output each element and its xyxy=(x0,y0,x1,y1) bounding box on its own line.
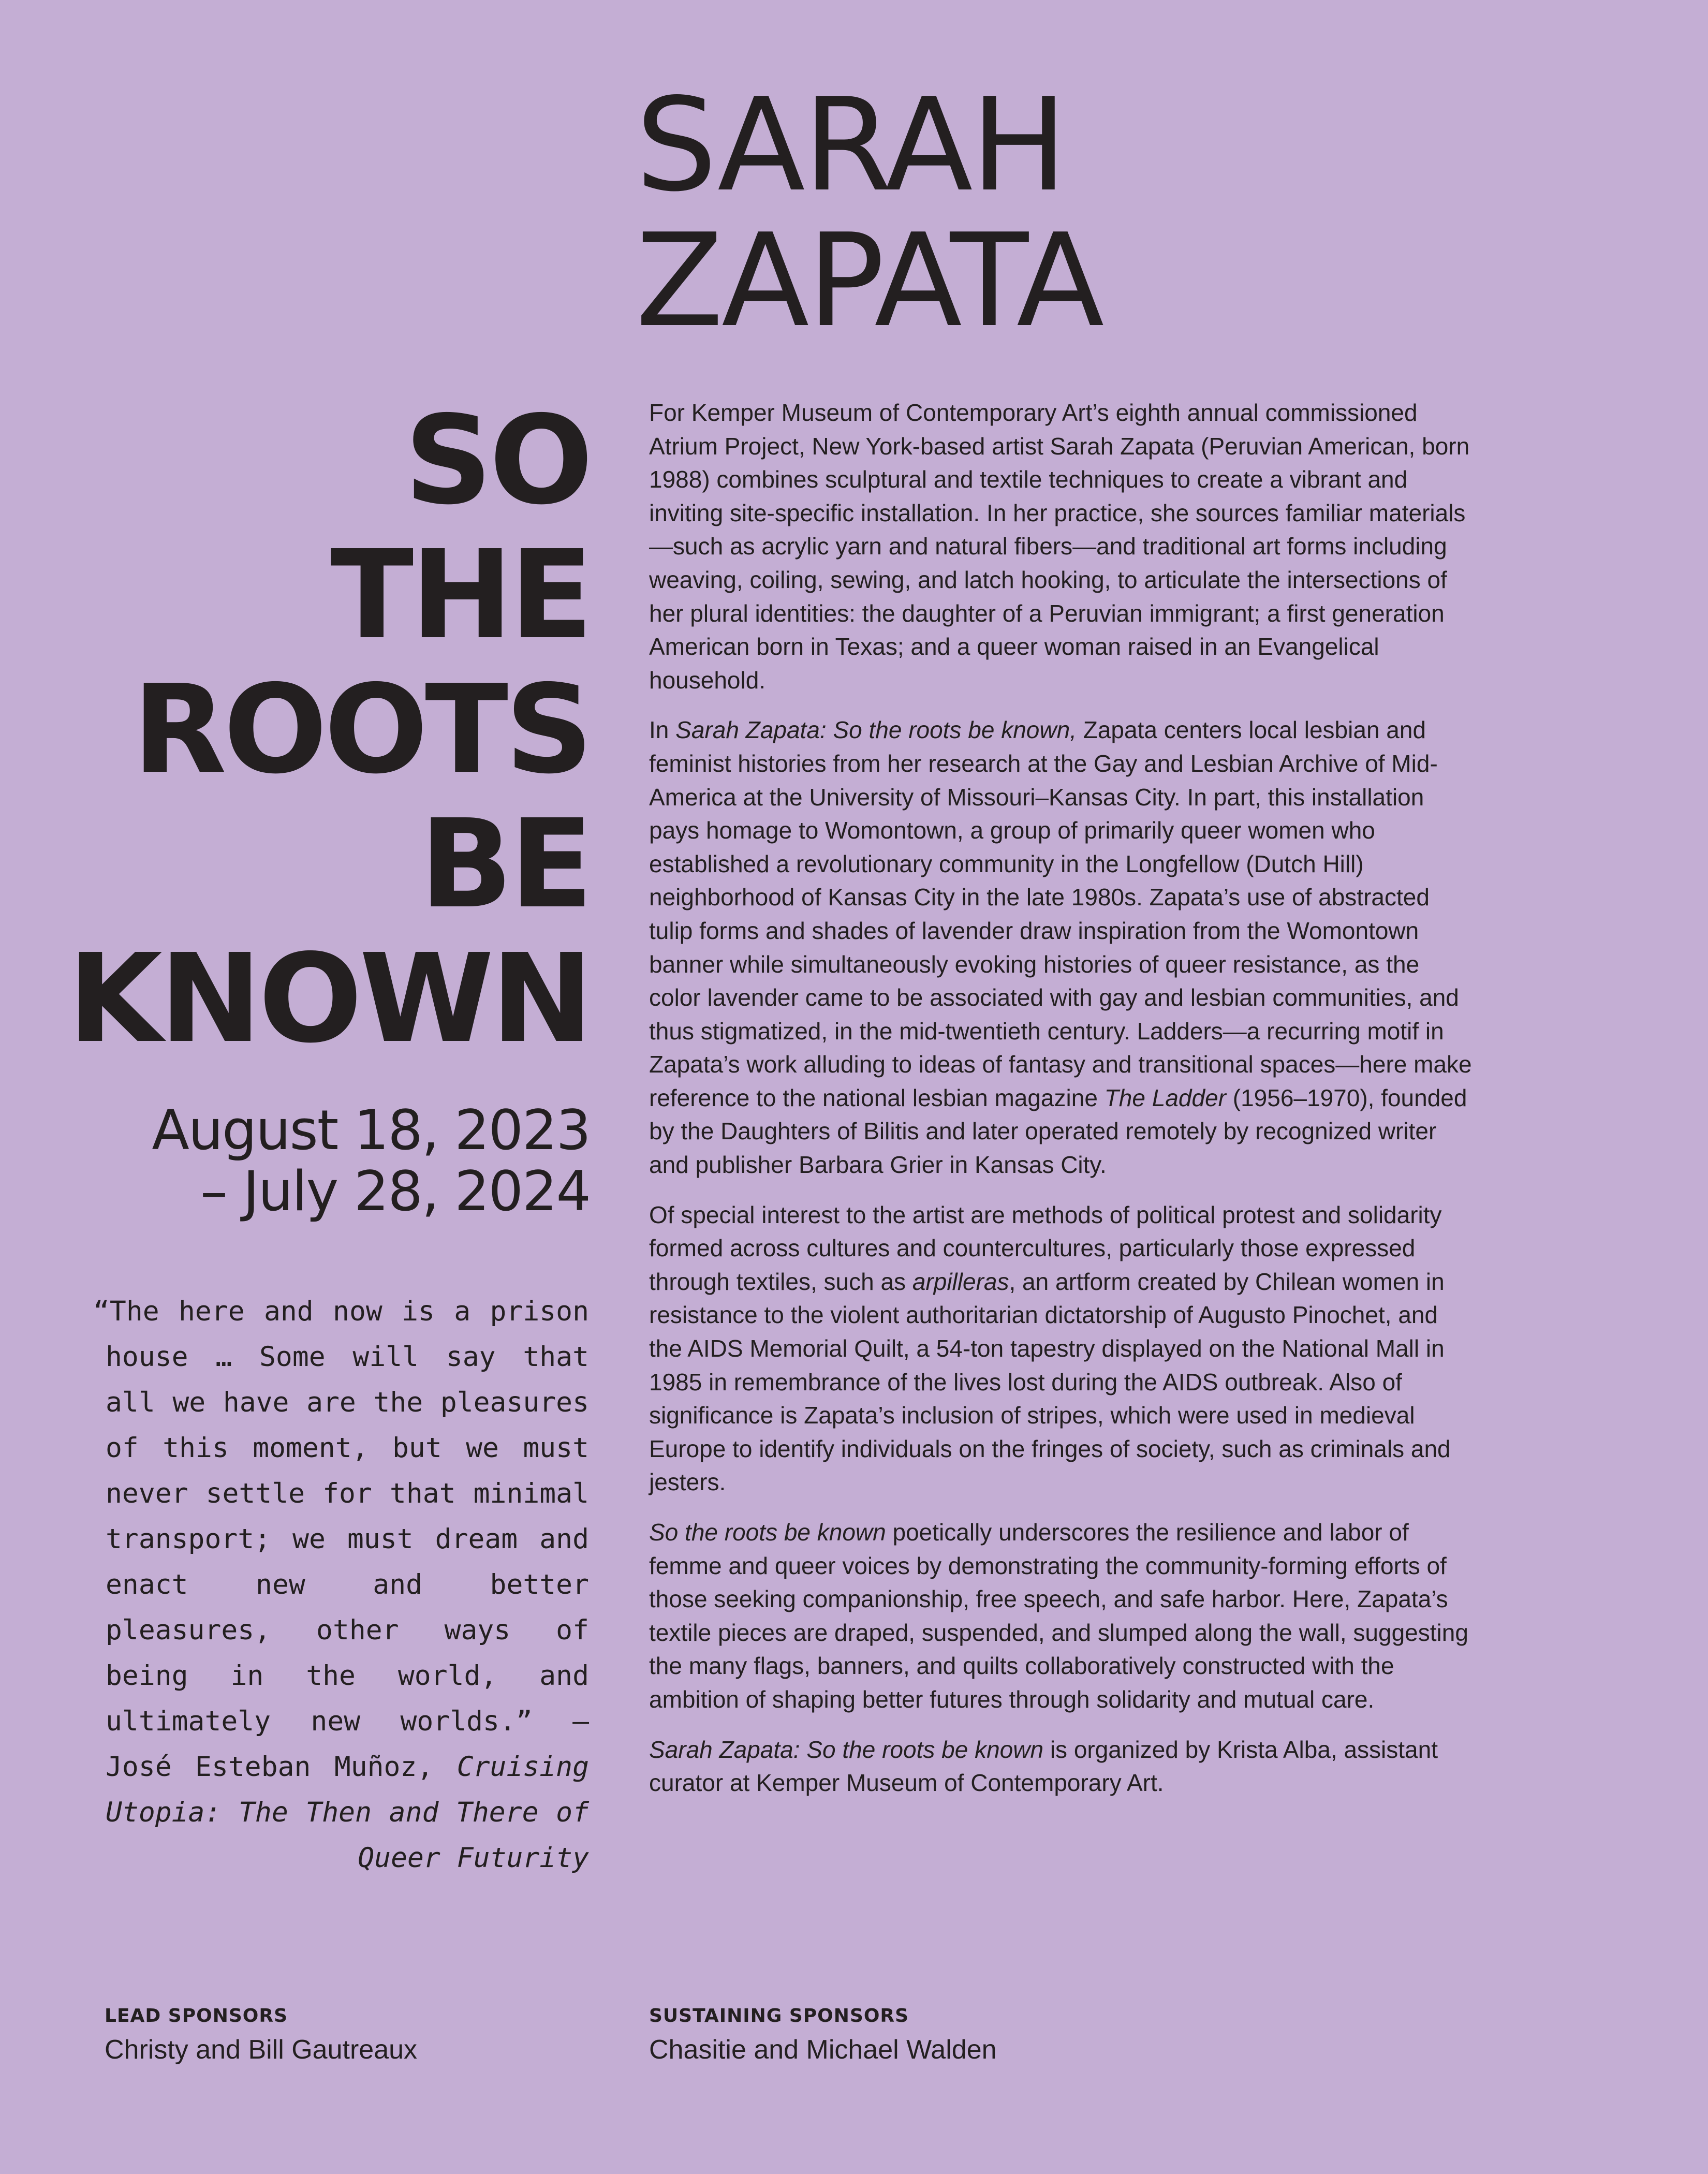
artist-name-line: SARAH xyxy=(636,71,1066,220)
artist-name xyxy=(636,71,1102,356)
paragraph-text: For Kemper Museum of Contemporary Art’s eighth annual commissioned Atrium Project, New York-based artist Sarah Zapata (Peruvian American, born 1988) combines sculptural and textile techniques to create a vibrant and inviting site-specific installation. In her practice, she sources familiar materials—such as acrylic yarn and natural fibers—and traditional art forms including weaving, coiling, sewing, and latch hooking, to articulate the intersections of her plural identities: the daughter of a Peruvian immigrant; a first generation American born in Texas; and a queer woman raised in an Evangelical household. xyxy=(649,399,1470,694)
date-end: – July 28, 2024 xyxy=(200,1159,590,1223)
paragraph-text: In xyxy=(649,716,676,744)
paragraph-text: Zapata centers local lesbian and feminist histories from her research at the Gay and Lesbian Archive of Mid-America at the University of Missouri–Kansas City. In part, this installation pays homage to Womontown, a group of primarily queer women who established a revolutionary community in the Longfellow (Dutch Hill) neighborhood of Kansas City in the late 1980s. Zapata’s use of abstracted tulip forms and shades of lavender draw inspiration from the Womontown banner while simultaneously evoking histories of queer resistance, as the color lavender came to be associated with gay and lesbian communities, and thus stigmatized, in the mid-twentieth century. Ladders—a recurring motif in Zapata’s work alluding to ideas of fantasy and transitional spaces—here make reference to the national lesbian magazine xyxy=(649,716,1472,1111)
paragraph-text: Of special interest to the artist are methods of political protest and solidarity formed across cultures and countercultures, particularly those expressed through textiles, such as xyxy=(649,1201,1442,1295)
exhibition-text xyxy=(649,396,1477,1816)
lead-sponsors-label: LEAD SPONSORS xyxy=(105,2005,288,2026)
paragraph-text: poetically underscores the resilience and labor of femme and queer voices by demonstrating the community-forming efforts of those seeking companionship, free speech, and safe harbor. Here, Zapata’s textile pieces are draped, suspended, and slumped along the wall, suggesting the many flags, banners, and quilts collaboratively constructed with the ambition of shaping better futures through solidarity and mutual care. xyxy=(649,1519,1468,1713)
paragraph xyxy=(649,1516,1477,1716)
sustaining-sponsors xyxy=(649,2003,997,2070)
paragraph xyxy=(649,396,1477,697)
italic-title: Sarah Zapata: So the roots be known xyxy=(649,1736,1044,1763)
italic-title: The Ladder xyxy=(1104,1084,1226,1111)
date-start: August 18, 2023 xyxy=(152,1098,590,1162)
title-line: SO xyxy=(404,389,590,532)
exhibition-title xyxy=(68,389,590,1070)
title-line: THE xyxy=(330,524,590,666)
paragraph-text: , an artform created by Chilean women in resistance to the violent authoritarian dictatorship of Augusto Pinochet, and the AIDS Memorial Quilt, a 54-ton tapestry displayed on the National Mall in 1985 in remembrance of the lives lost during the AIDS outbreak. Also of significance is Zapata’s inclusion of stripes, which were used in medieval Europe to identify individuals on the fringes of society, such as criminals and jesters. xyxy=(649,1268,1451,1496)
sustaining-sponsors-name: Chasitie and Michael Walden xyxy=(649,2035,997,2065)
quote-text: “The here and now is a prison house … Some will say that all we have are the pleasures of this moment, but we must never settle for that minimal transport; we must dream and enact new and better pleasures, other ways of being in the world, and ultimately new worlds.” — José Esteban Muñoz, xyxy=(93,1296,589,1783)
title-line: ROOTS xyxy=(132,658,590,801)
paragraph-text: (1956–1970), founded by the Daughters of Bilitis and later operated remotely by recognized writer and publisher Barbara Grier in Kansas City. xyxy=(649,1084,1467,1179)
paragraph xyxy=(649,1733,1477,1800)
lead-sponsors xyxy=(105,2003,417,2070)
paragraph xyxy=(649,1198,1477,1499)
italic-title: Sarah Zapata: So the roots be known, xyxy=(675,716,1077,744)
paragraph xyxy=(649,713,1477,1181)
title-line: KNOWN xyxy=(68,928,590,1070)
exhibition-dates xyxy=(152,1100,590,1222)
title-line: BE xyxy=(419,793,590,935)
artist-name-line: ZAPATA xyxy=(636,207,1102,356)
epigraph-quote xyxy=(93,1289,589,1881)
sustaining-sponsors-label: SUSTAINING SPONSORS xyxy=(649,2005,909,2026)
paragraph-text: is organized by Krista Alba, assistant curator at Kemper Museum of Contemporary Art. xyxy=(649,1736,1438,1797)
lead-sponsors-name: Christy and Bill Gautreaux xyxy=(105,2035,418,2065)
italic-term: arpilleras xyxy=(912,1268,1009,1295)
italic-title: So the roots be known xyxy=(649,1519,886,1546)
quote-source: Cruising Utopia: The Then and There of Queer Futurity xyxy=(106,1751,589,1874)
